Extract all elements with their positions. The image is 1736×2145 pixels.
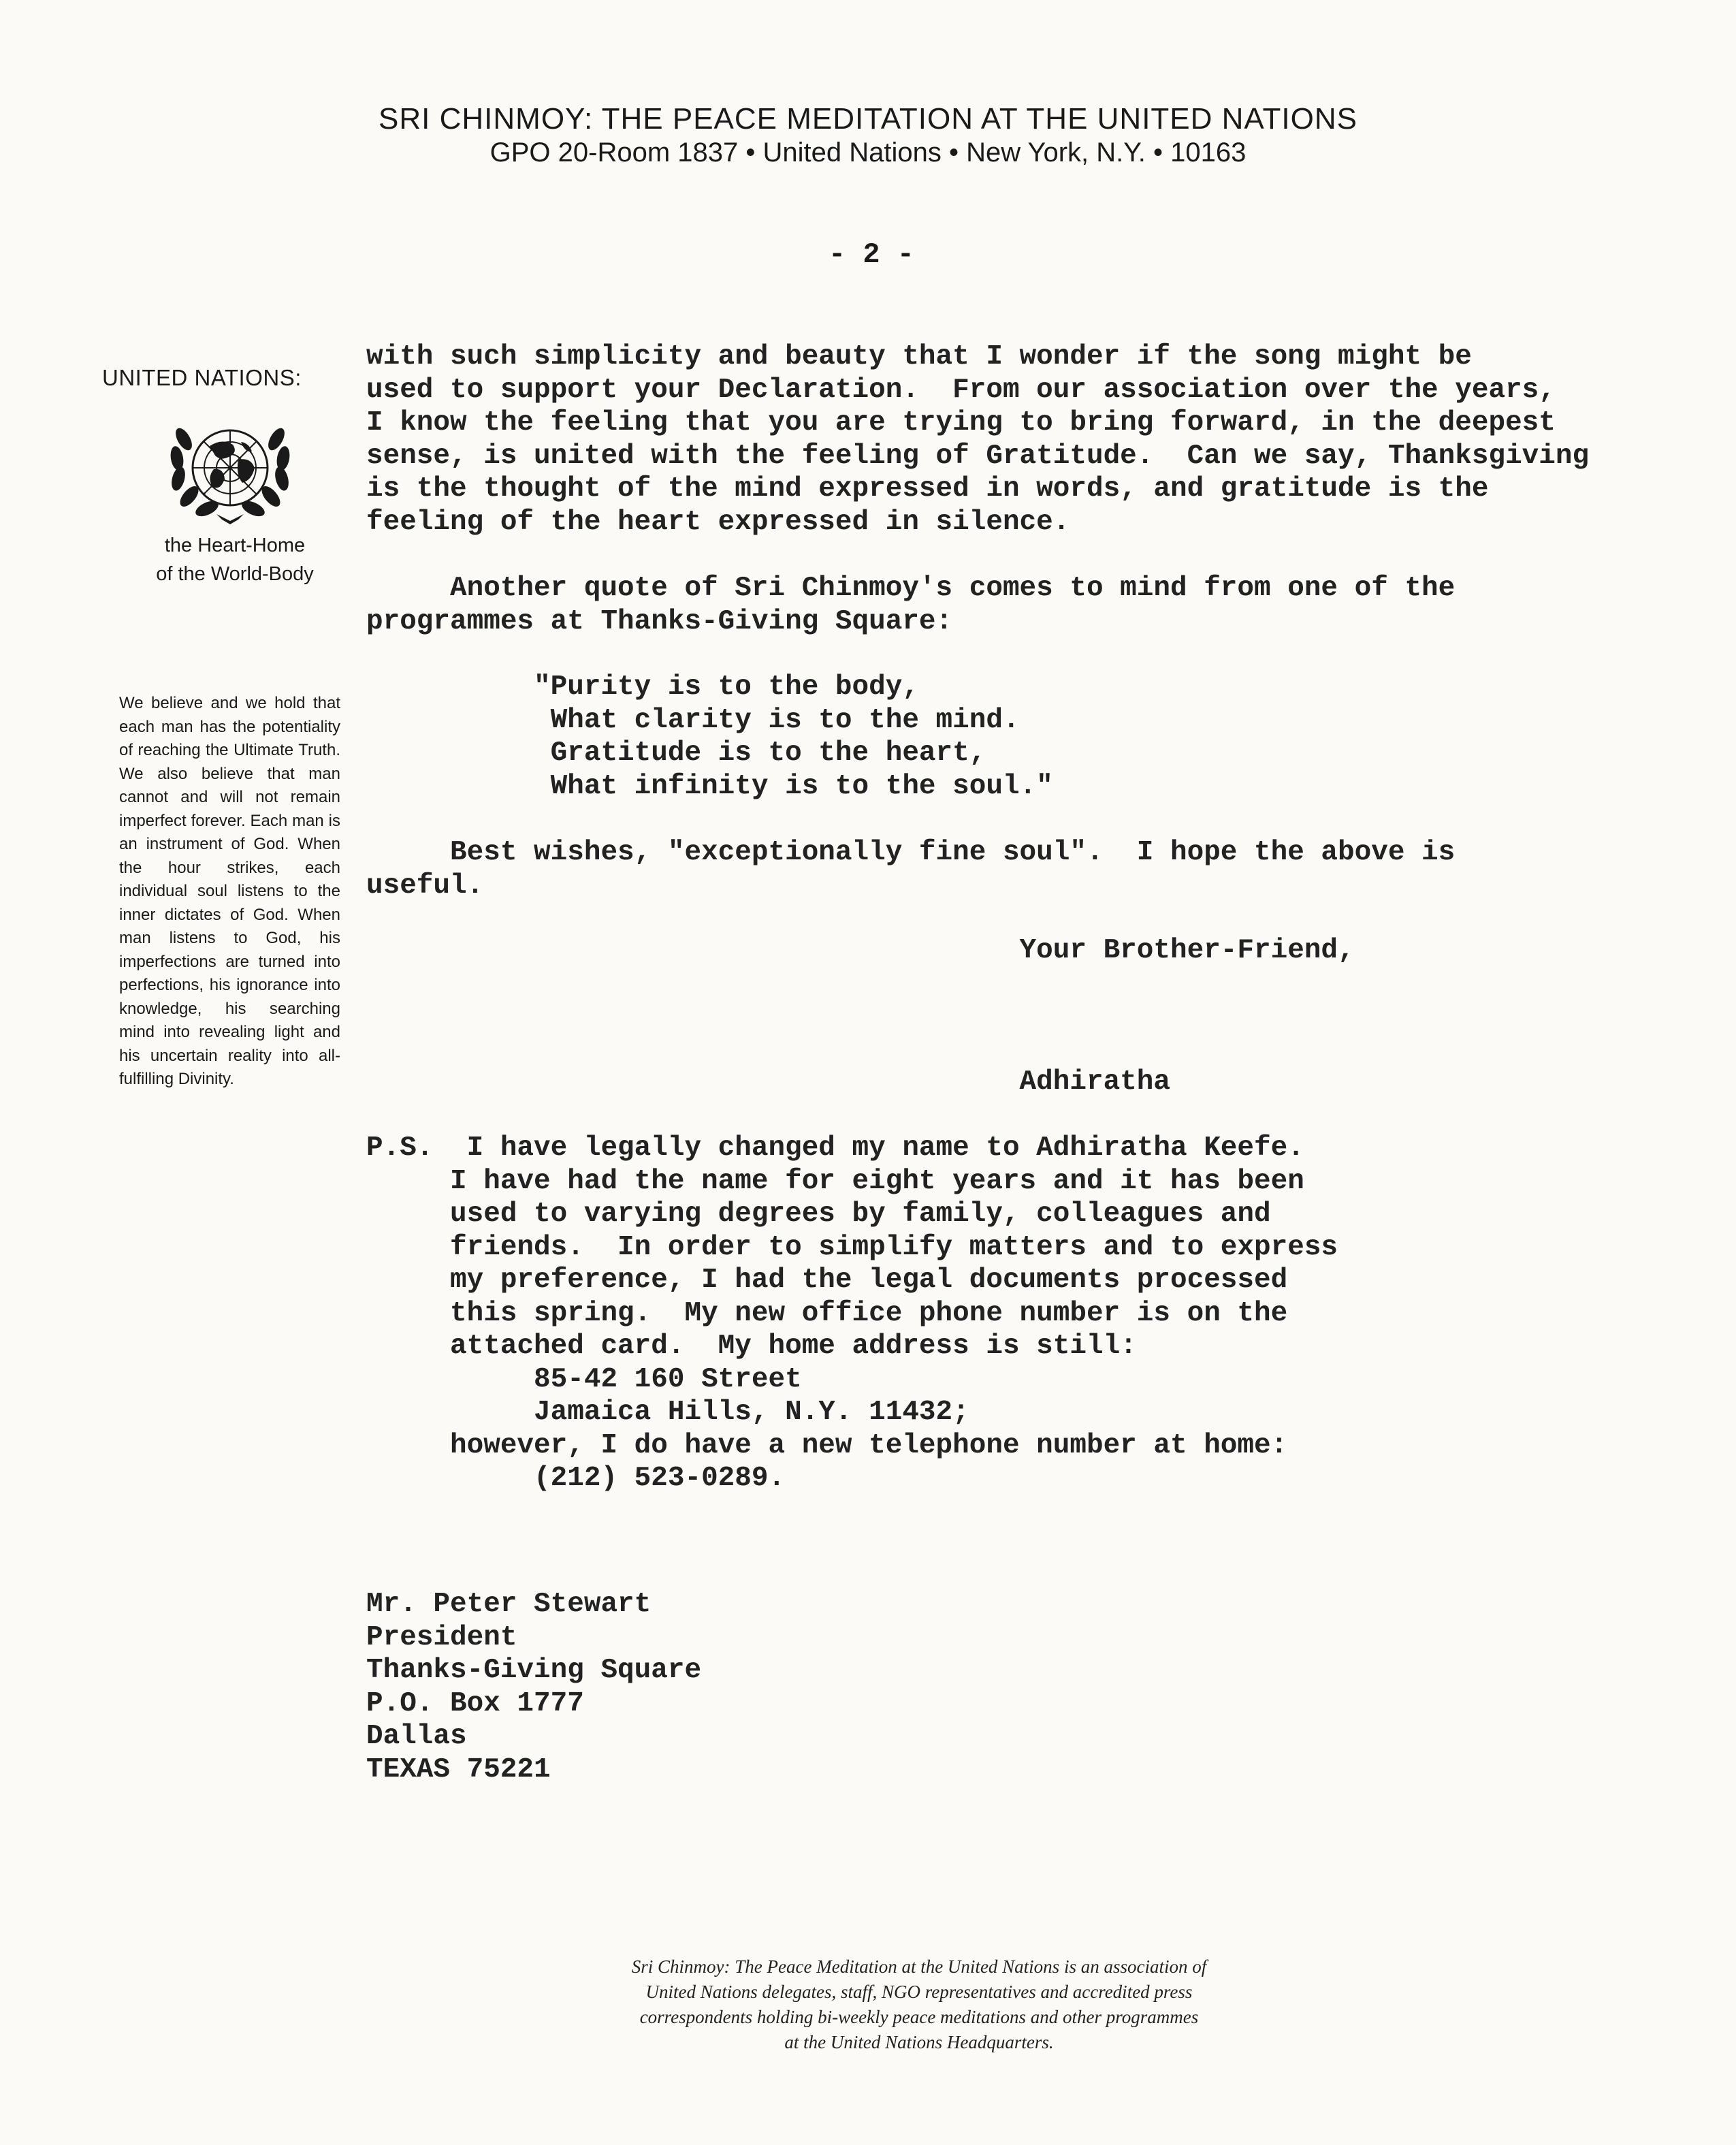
motto bbox=[102, 531, 368, 588]
addressee-block: Mr. Peter Stewart President Thanks-Giving Square P.O. Box 1777 Dallas TEXAS 75221 bbox=[366, 1589, 702, 1785]
united-nations-emblem-icon bbox=[162, 412, 298, 524]
paragraph-2: Another quote of Sri Chinmoy's comes to mind from one of the programmes at Thanks-Giving Square: bbox=[366, 573, 1456, 637]
footer-line: United Nations delegates, staff, NGO representatives and accredited press bbox=[645, 1982, 1193, 2002]
page-number: - 2 - bbox=[828, 238, 915, 271]
belief-statement: We believe and we hold that each man has the potentiality of reaching the Ultimate Truth. We also believe that man cannot and will not remain imperfect forever. Each man is an instrument of God. When the hour strikes, each individual soul listens to the inner dictates of God. When man listens to God, his imperfections are turned into perfections, his ignorance into knowledge, his searching mind into revealing light and his uncertain reality into all-fulfilling Divinity. bbox=[119, 694, 340, 1088]
letterhead-title: SRI CHINMOY: THE PEACE MEDITATION AT THE UNITED NATIONS bbox=[379, 102, 1357, 136]
letterhead-address: GPO 20-Room 1837 • United Nations • New York, N.Y. • 10163 bbox=[489, 138, 1247, 168]
quote-block: "Purity is to the body, What clarity is to the mind. Gratitude is to the heart, What infinity is to the soul." bbox=[534, 671, 1053, 802]
paragraph-3: Best wishes, "exceptionally fine soul". I hope the above is useful. bbox=[366, 837, 1456, 902]
signature: Adhiratha bbox=[366, 1066, 1170, 1098]
footer-line: correspondents holding bi-weekly peace meditations and other programmes bbox=[639, 2007, 1199, 2027]
paragraph-1: with such simplicity and beauty that I wonder if the song might be used to support your Declaration. From our association over the years, I know the feeling that you are trying to bring forward, in the deepest sense, is united with the feeling of Gratitude. Can we say, Thanksgiving is the thought of the mind expressed in words, and gratitude is the feeling of the heart expressed in silence. bbox=[366, 341, 1590, 538]
motto-line: the Heart-Home bbox=[164, 535, 306, 556]
motto-line: of the World-Body bbox=[156, 563, 314, 585]
united-nations-label: UNITED NATIONS: bbox=[102, 365, 302, 390]
footer-line: at the United Nations Headquarters. bbox=[784, 2032, 1054, 2052]
postscript: P.S. I have legally changed my name to Adhiratha Keefe. I have had the name for eight years and it has been used to varying degrees by family, colleagues and friends. In order to simplify matters and to express my preference, I had the legal documents processed this spring. My new office phone number is on the attached card. My home address is still: 85-42 160 Street Jamaica Hills, N.Y. 11432; however, I do have a new telephone number at home: (212) 523-0289. bbox=[366, 1132, 1338, 1494]
footer-line: Sri Chinmoy: The Peace Meditation at the United Nations is an association of bbox=[631, 1956, 1207, 1977]
footer-note bbox=[477, 1954, 1362, 2055]
closing: Your Brother-Friend, bbox=[366, 935, 1355, 966]
